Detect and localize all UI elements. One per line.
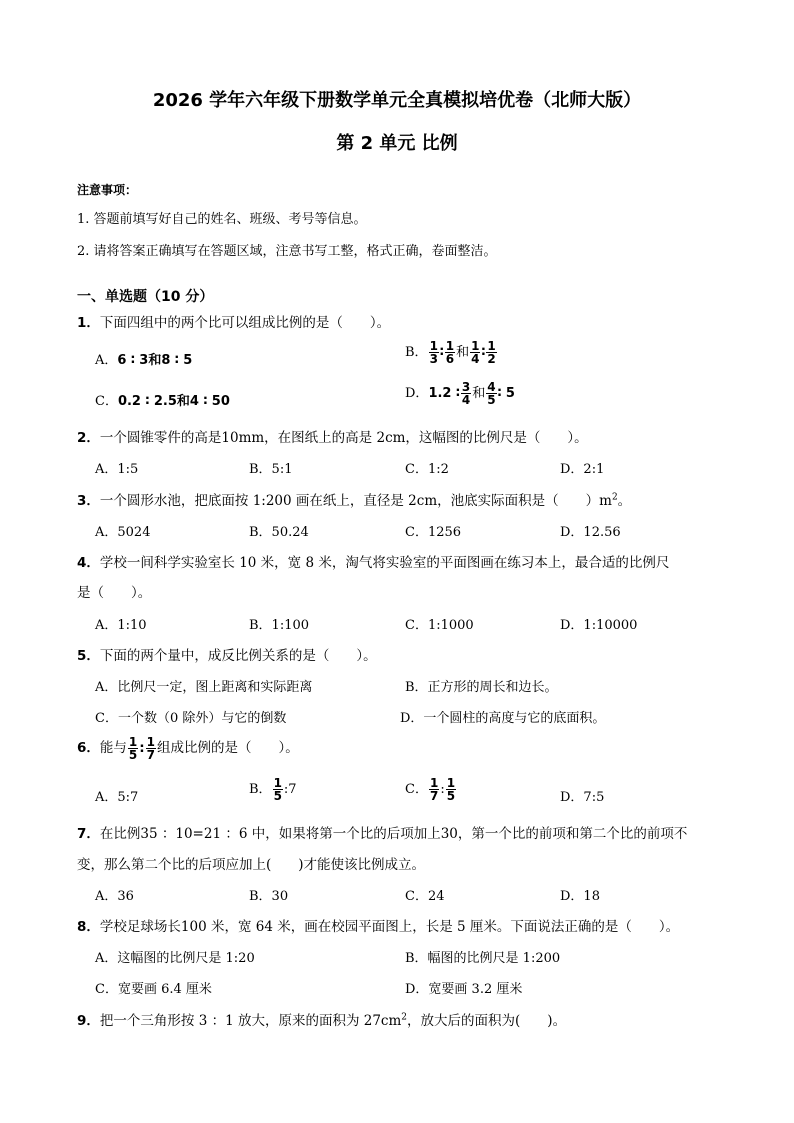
option-5a[interactable]: A．比例尺一定，图上距离和实际距离 (95, 680, 313, 695)
option-8b[interactable]: B．幅图的比例尺是 1:200 (405, 951, 561, 966)
page-subtitle: 第 2 单元 比例 (336, 133, 458, 154)
question-text: 一个圆形水池，把底面按 1:200 画在纸上，直径是 2cm，池底实际面积是（ ）m (99, 493, 612, 509)
fraction: $\frac{4}{5}$ (487, 380, 496, 407)
question-7-continued: 变，那么第二个比的后项应加上( )才能使该比例成立。 (77, 857, 426, 873)
option-1b[interactable] (405, 340, 498, 365)
question-1 (77, 311, 390, 331)
option-1d[interactable] (405, 381, 515, 406)
notice-item: 1. 答题前填写好自己的姓名、班级、考号等信息。 (77, 212, 367, 227)
question-text: 把一个三角形按 3 ：1 放大，原来的面积为 27cm (99, 1013, 402, 1029)
option-2b[interactable]: B．5:1 (249, 462, 293, 477)
option-2a[interactable]: A．1:5 (95, 462, 139, 477)
option-5b[interactable]: B．正方形的周长和边长。 (405, 680, 558, 695)
question-number: 4． (77, 555, 100, 571)
option-3b[interactable]: B．50.24 (249, 525, 309, 540)
colon: ∶ (481, 345, 486, 360)
superscript: 2 (401, 1012, 408, 1023)
question-text: 在比例35 ：10=21 ：6 中，如果将第一个比的后项加上30，第一个比的前项和第二个比的前项不 (99, 826, 688, 842)
option-7a[interactable]: A．36 (95, 889, 134, 904)
and-text: 和 (456, 345, 470, 360)
option-2c[interactable]: C．1:2 (405, 462, 449, 477)
option-letter: B． (249, 782, 272, 797)
option-text: 0.2 ∶ 2.5和4 ∶ 50 (117, 394, 230, 409)
section-title: 一、单选题（10 分） (77, 289, 214, 305)
option-8c[interactable]: C．宽要画 6.4 厘米 (95, 982, 212, 997)
question-text: 学校一间科学实验室长 10 米，宽 8 米，淘气将实验室的平面图画在练习本上，最合适的比例尺 (99, 555, 670, 571)
option-3d[interactable]: D．12.56 (560, 525, 621, 540)
option-text: 6 ∶ 3和8 ∶ 5 (117, 353, 193, 368)
fraction: $\frac{1}{5}$ (128, 735, 138, 762)
fraction: $\frac{1}{2}$ (487, 339, 496, 366)
question-number: 6． (77, 740, 100, 756)
option-letter: D． (405, 386, 429, 401)
question-text: 组成比例的是（ ）。 (157, 740, 299, 756)
colon: : (139, 740, 145, 756)
option-3c[interactable]: C．1256 (405, 525, 462, 540)
option-4c[interactable]: C．1:1000 (405, 618, 474, 633)
question-5 (77, 644, 377, 664)
option-letter: C． (95, 394, 118, 409)
question-text: 一个圆锥零件的高是10mm，在图纸上的高是 2cm，这幅图的比例尺是（ ）。 (99, 430, 588, 446)
page-title: 2026 学年六年级下册数学单元全真模拟培优卷（北师大版） (152, 90, 642, 111)
question-text: 下面的两个量中，成反比例关系的是（ ）。 (99, 648, 377, 664)
option-7c[interactable]: C．24 (405, 889, 445, 904)
option-letter: B． (405, 345, 428, 360)
option-6d[interactable]: D．7:5 (560, 790, 605, 805)
question-8 (77, 915, 679, 935)
superscript: 2 (611, 492, 618, 503)
option-8d[interactable]: D．宽要画 3.2 厘米 (405, 982, 523, 997)
option-4b[interactable]: B．1:100 (249, 618, 310, 633)
colon: ∶ (439, 345, 444, 360)
question-number: 5． (77, 648, 100, 664)
question-6 (77, 736, 299, 761)
question-7 (77, 822, 687, 842)
question-text: 学校足球场长100 米，宽 64 米，画在校园平面图上，长是 5 厘米。下面说法正确的是（ ）。 (99, 919, 680, 935)
question-3 (77, 489, 631, 509)
notice-item: 2. 请将答案正确填写在答题区域，注意书写工整，格式正确，卷面整洁。 (77, 244, 497, 259)
question-text: 下面四组中的两个比可以组成比例的是（ ）。 (99, 315, 391, 331)
fraction: $\frac{1}{5}$ (446, 776, 456, 803)
question-number: 2． (77, 430, 100, 446)
option-7d[interactable]: D．18 (560, 889, 600, 904)
option-letter: A． (95, 353, 118, 368)
notice-heading: 注意事项： (77, 183, 138, 197)
fraction: $\frac{1}{5}$ (273, 776, 282, 803)
option-6b[interactable] (249, 777, 297, 802)
option-5d[interactable]: D．一个圆柱的高度与它的底面积。 (400, 711, 606, 726)
option-5c[interactable]: C．一个数（0 除外）与它的倒数 (95, 711, 287, 726)
option-6a[interactable]: A．5:7 (95, 790, 139, 805)
option-text: ∶ 5 (497, 386, 515, 401)
fraction: $\frac{1}{7}$ (146, 735, 156, 762)
question-number: 1． (77, 315, 100, 331)
question-text: 能与 (99, 740, 127, 756)
option-8a[interactable]: A．这幅图的比例尺是 1:20 (95, 951, 255, 966)
option-1a[interactable] (95, 349, 192, 368)
question-2 (77, 426, 588, 446)
fraction: $\frac{3}{4}$ (461, 380, 471, 407)
and-text: 和 (472, 386, 486, 401)
question-4-continued: 是（ ）。 (77, 585, 152, 601)
option-text: 1.2 ∶ (428, 386, 460, 401)
option-text: :7 (283, 782, 297, 797)
question-text-end: ，放大后的面积为( )。 (407, 1013, 567, 1029)
fraction: $\frac{1}{4}$ (471, 339, 480, 366)
question-number: 3． (77, 493, 100, 509)
question-number: 7． (77, 826, 100, 842)
option-7b[interactable]: B．30 (249, 889, 289, 904)
option-3a[interactable]: A．5024 (95, 525, 151, 540)
fraction: $\frac{1}{3}$ (429, 339, 438, 366)
question-number: 8． (77, 919, 100, 935)
question-text-end: 。 (617, 493, 632, 509)
option-4a[interactable]: A．1:10 (95, 618, 147, 633)
option-1c[interactable] (95, 390, 230, 409)
question-4 (77, 551, 669, 571)
option-4d[interactable]: D．1:10000 (560, 618, 638, 633)
fraction: $\frac{1}{6}$ (445, 339, 455, 366)
option-2d[interactable]: D．2:1 (560, 462, 605, 477)
question-number: 9． (77, 1013, 100, 1029)
question-9 (77, 1009, 566, 1029)
fraction: $\frac{1}{7}$ (429, 776, 439, 803)
colon: : (440, 782, 445, 797)
option-letter: C． (405, 782, 428, 797)
option-6c[interactable] (405, 777, 457, 802)
